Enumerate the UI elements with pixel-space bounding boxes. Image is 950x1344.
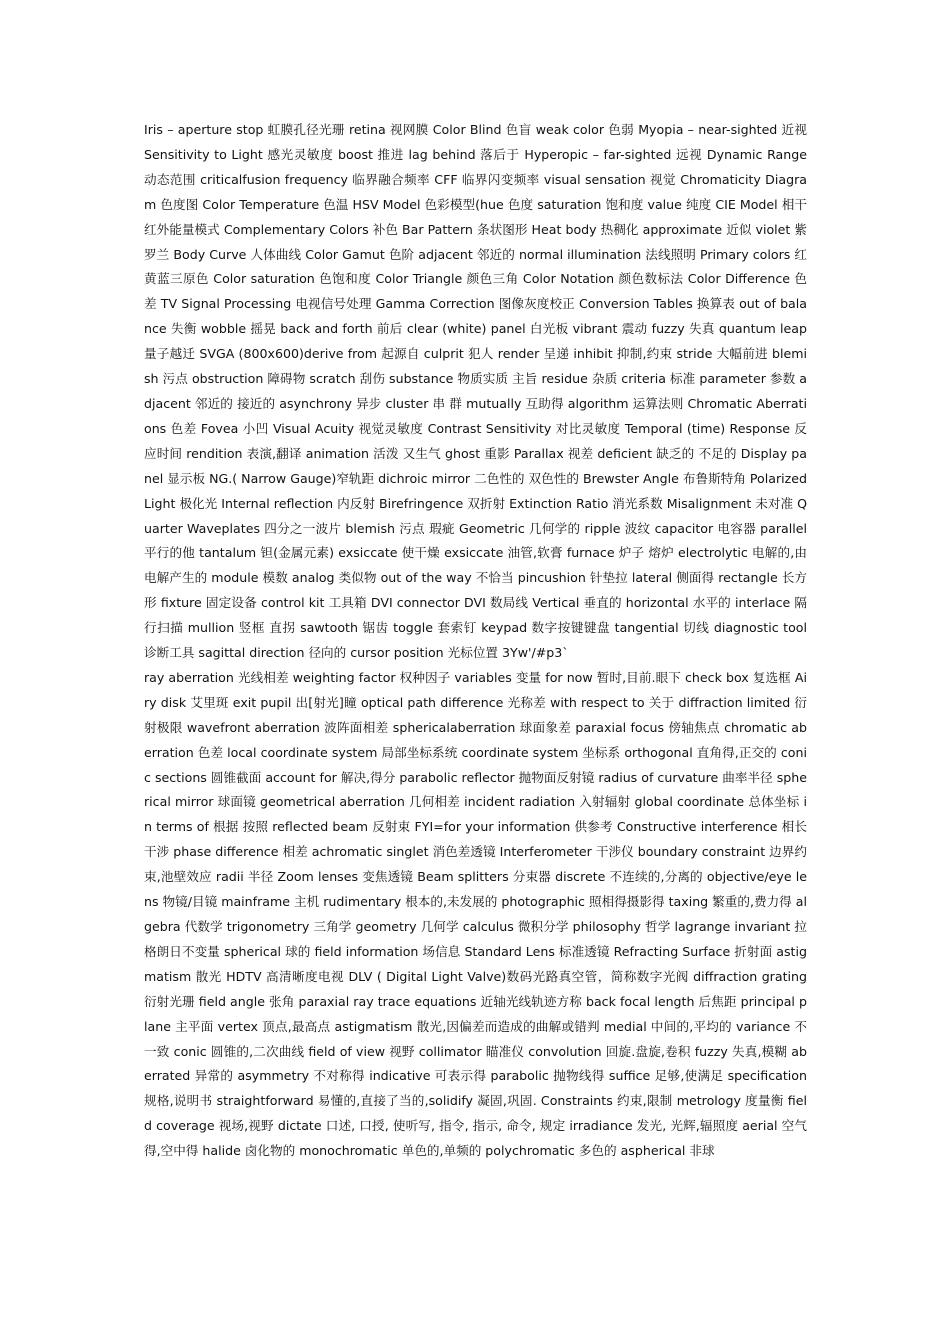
document-body bbox=[144, 118, 807, 1164]
glossary-paragraph-1: Iris – aperture stop 虹膜孔径光珊 retina 视网膜 Color Blind 色盲 weak color 色弱 Myopia – near-sighted 近视 Sensitivity to Light 感光灵敏度 boost 推进 lag behind 落后于 Hyperopic – far-sighted 远视 Dynamic Range 动态范围 criticalfusion frequency 临界融合频率 CFF 临界闪变频率 visual sensation 视觉 Chromaticity Diagram 色度图 Color Temperature 色温 HSV Model 色彩模型(hue 色度 saturation 饱和度 value 纯度 CIE Model 相干红外能量模式 Complementary Colors 补色 Bar Pattern 条状图形 Heat body 热稠化 approximate 近似 violet 紫罗兰 Body Curve 人体曲线 Color Gamut 色阶 adjacent 邻近的 normal illumination 法线照明 Primary colors 红黄蓝三原色 Color saturation 色饱和度 Color Triangle 颜色三角 Color Notation 颜色数标法 Color Difference 色差 TV Signal Processing 电视信号处理 Gamma Correction 图像灰度校正 Conversion Tables 换算表 out of balance 失衡 wobble 摇晃 back and forth 前后 clear (white) panel 白光板 vibrant 震动 fuzzy 失真 quantum leap 量子越迁 SVGA (800x600)derive from 起源自 culprit 犯人 render 呈递 inhibit 抑制,约束 stride 大幅前进 blemish 污点 obstruction 障碍物 scratch 刮伤 substance 物质实质 主旨 residue 杂质 criteria 标准 parameter 参数 adjacent 邻近的 接近的 asynchrony 异步 cluster 串 群 mutually 互助得 algorithm 运算法则 Chromatic Aberrations 色差 Fovea 小凹 Visual Acuity 视觉灵敏度 Contrast Sensitivity 对比灵敏度 Temporal (time) Response 反应时间 rendition 表演,翻译 animation 活泼 又生气 ghost 重影 Parallax 视差 deficient 缺乏的 不足的 Display panel 显示板 NG.( Narrow Gauge)窄轨距 dichroic mirror 二色性的 双色性的 Brewster Angle 布鲁斯特角 Polarized Light 极化光 Internal reflection 内反射 Birefringence 双折射 Extinction Ratio 消光系数 Misalignment 未对准 Quarter Waveplates 四分之一波片 blemish 污点 瑕疵 Geometric 几何学的 ripple 波纹 capacitor 电容器 parallel 平行的他 tantalum 钽(金属元素) exsiccate 使干燥 exsiccate 油管,软膏 furnace 炉子 熔炉 electrolytic 电解的,由电解产生的 module 模数 analog 类似物 out of the way 不恰当 pincushion 针垫拉 lateral 侧面得 rectangle 长方形 fixture 固定设备 control kit 工具箱 DVI connector DVI 数局线 Vertical 垂直的 horizontal 水平的 interlace 隔行扫描 mullion 竖框 直拐 sawtooth 锯齿 toggle 套索钉 keypad 数字按键键盘 tangential 切线 diagnostic tool 诊断工具 sagittal direction 径向的 cursor position 光标位置 3Yw'/#p3` bbox=[144, 122, 807, 661]
glossary-paragraph-2: ray aberration 光线相差 weighting factor 权种因子 variables 变量 for now 暂时,目前.眼下 check box 复选框 Airy disk 艾里斑 exit pupil 出[射光]瞳 optical path difference 光称差 with respect to 关于 diffraction limited 衍射极限 wavefront aberration 波阵面相差 sphericalaberration 球面象差 paraxial focus 傍轴焦点 chromatic aberration 色差 local coordinate system 局部坐标系统 coordinate system 坐标系 orthogonal 直角得,正交的 conic sections 圆锥截面 account for 解决,得分 parabolic reflector 抛物面反射镜 radius of curvature 曲率半径 spherical mirror 球面镜 geometrical aberration 几何相差 incident radiation 入射辐射 global coordinate 总体坐标 in terms of 根据 按照 reflected beam 反射束 FYI=for your information 供参考 Constructive interference 相长干涉 phase difference 相差 achromatic singlet 消色差透镜 Interferometer 干涉仪 boundary constraint 边界约束,池壁效应 radii 半径 Zoom lenses 变焦透镜 Beam splitters 分束器 discrete 不连续的,分离的 objective/eye lens 物镜/目镜 mainframe 主机 rudimentary 根本的,未发展的 photographic 照相得摄影得 taxing 繁重的,费力得 algebra 代数学 trigonometry 三角学 geometry 几何学 calculus 微积分学 philosophy 哲学 lagrange invariant 拉格朗日不变量 spherical 球的 field information 场信息 Standard Lens 标准透镜 Refracting Surface 折射面 astigmatism 散光 HDTV 高清晰度电视 DLV ( Digital Light Valve)数码光路真空管，简称数字光阀 diffraction grating 衍射光珊 field angle 张角 paraxial ray trace equations 近轴光线轨迹方称 back focal length 后焦距 principal plane 主平面 vertex 顶点,最高点 astigmatism 散光,因偏差而造成的曲解或错判 medial 中间的,平均的 variance 不一致 conic 圆锥的,二次曲线 field of view 视野 collimator 瞄准仪 convolution 回旋.盘旋,卷积 fuzzy 失真,模糊 aberrated 异常的 asymmetry 不对称得 indicative 可表示得 parabolic 抛物线得 suffice 足够,使满足 specification 规格,说明书 straightforward 易懂的,直接了当的,solidify 凝固,巩固. Constraints 约束,限制 metrology 度量衡 field coverage 视场,视野 dictate 口述, 口授, 使听写, 指令, 指示, 命令, 规定 irradiance 发光, 光辉,辐照度 aerial 空气得,空中得 halide 卤化物的 monochromatic 单色的,单频的 polychromatic 多色的 aspherical 非球 bbox=[144, 669, 807, 1159]
